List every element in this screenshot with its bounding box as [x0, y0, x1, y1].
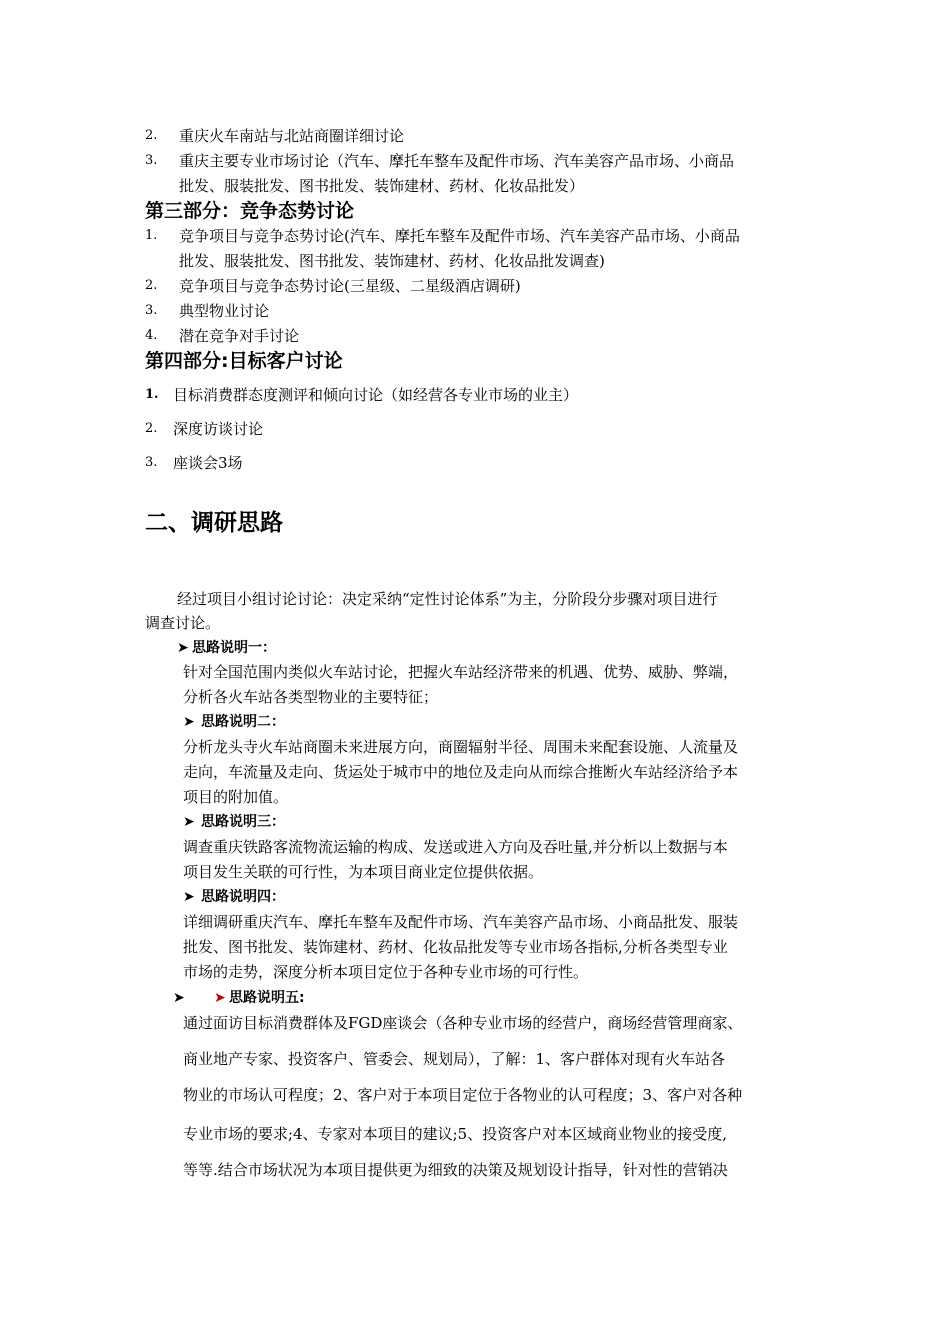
arrow-bullet-icon: ➤ [183, 889, 195, 905]
list-number: 3. [145, 153, 158, 168]
arrow-bullet-icon: ➤ [214, 990, 226, 1006]
idea-title: 思路说明一： [192, 640, 276, 656]
idea-text: 市场的走势，深度分析本项目定位于各种专业市场的可行性。 [183, 963, 589, 981]
idea-text: 分析龙头寺火车站商圈未来进展方向，商圈辐射半径、周围未来配套设施、人流量及 [183, 738, 739, 756]
list-item-text: 典型物业讨论 [179, 302, 270, 320]
list-item-text: 竞争项目与竞争态势讨论(三星级、二星级酒店调研) [179, 277, 521, 295]
list-number: 1. [145, 387, 159, 402]
list-number: 3. [145, 303, 158, 318]
idea-text: 针对全国范围内类似火车站讨论，把握火车站经济带来的机遇、优势、威胁、弊端， [183, 663, 739, 681]
idea-title: 思路说明四： [201, 889, 285, 905]
idea-text: 分析各火车站各类型物业的主要特征； [183, 688, 439, 706]
idea-text: 项目发生关联的可行性，为本项目商业定位提供依据。 [183, 863, 544, 881]
arrow-bullet-icon: ➤ [183, 814, 195, 830]
list-number: 2. [145, 128, 158, 143]
idea-title: 思路说明二： [201, 714, 285, 730]
idea-text: 调查重庆铁路客流物流运输的构成、发送或进入方向及吞吐量,并分析以上数据与本 [183, 838, 728, 856]
intro-text: 调查讨论。 [145, 614, 221, 632]
list-number: 3. [145, 455, 158, 470]
arrow-bullet-icon: ➤ [173, 990, 185, 1006]
arrow-bullet-icon: ➤ [177, 640, 189, 656]
list-number: 2. [145, 421, 158, 436]
list-item-text: 批发、服装批发、图书批发、装饰建材、药材、化妆品批发） [179, 177, 585, 195]
list-number: 1. [145, 228, 158, 243]
idea-text: 物业的市场认可程度；2、客户对于本项目定位于各物业的认可程度；3、客户对各种 [183, 1086, 743, 1104]
idea-text: 详细调研重庆汽车、摩托车整车及配件市场、汽车美容产品市场、小商品批发、服装 [183, 913, 739, 931]
idea-text: 商业地产专家、投资客户、管委会、规划局），了解：1、客户群体对现有火车站各 [183, 1050, 726, 1068]
idea-text: 走向，车流量及走向、货运处于城市中的地位及走向从而综合推断火车站经济给予本 [183, 763, 739, 781]
idea-text: 批发、图书批发、装饰建材、药材、化妆品批发等专业市场各指标,分析各类型专业 [183, 938, 728, 956]
list-number: 4. [145, 328, 158, 343]
list-item-text: 潜在竞争对手讨论 [179, 327, 300, 345]
list-item-text: 目标消费群态度测评和倾向讨论（如经营各专业市场的业主） [173, 386, 579, 404]
idea-title: 思路说明五: [229, 990, 305, 1006]
list-item-text: 批发、服装批发、图书批发、装饰建材、药材、化妆品批发调查) [179, 252, 605, 270]
section-heading: 二、调研思路 [145, 510, 283, 536]
list-item-text: 座谈会3场 [173, 454, 243, 472]
idea-text: 专业市场的要求;4、专家对本项目的建议;5、投资客户对本区域商业物业的接受度, [183, 1125, 727, 1143]
list-number: 2. [145, 278, 158, 293]
idea-title: 思路说明三： [201, 814, 285, 830]
list-item-text: 重庆主要专业市场讨论（汽车、摩托车整车及配件市场、汽车美容产品市场、小商品 [179, 152, 735, 170]
list-item-text: 重庆火车南站与北站商圈详细讨论 [179, 127, 405, 145]
intro-text: 经过项目小组讨论讨论：决定采纳“定性讨论体系”为主，分阶段分步骤对项目进行 [177, 590, 718, 608]
part3-heading: 第三部分：竞争态势讨论 [145, 200, 355, 222]
part4-heading: 第四部分:目标客户讨论 [145, 350, 343, 372]
list-item-text: 竞争项目与竞争态势讨论(汽车、摩托车整车及配件市场、汽车美容产品市场、小商品 [179, 227, 740, 245]
idea-text: 项目的附加值。 [183, 788, 289, 806]
idea-text: 等等.结合市场状况为本项目提供更为细致的决策及规划设计指导，针对性的营销决 [183, 1161, 728, 1179]
arrow-bullet-icon: ➤ [183, 714, 195, 730]
idea-text: 通过面访目标消费群体及FGD座谈会（各种专业市场的经营户，商场经营管理商家、 [183, 1014, 743, 1032]
list-item-text: 深度访谈讨论 [173, 420, 264, 438]
